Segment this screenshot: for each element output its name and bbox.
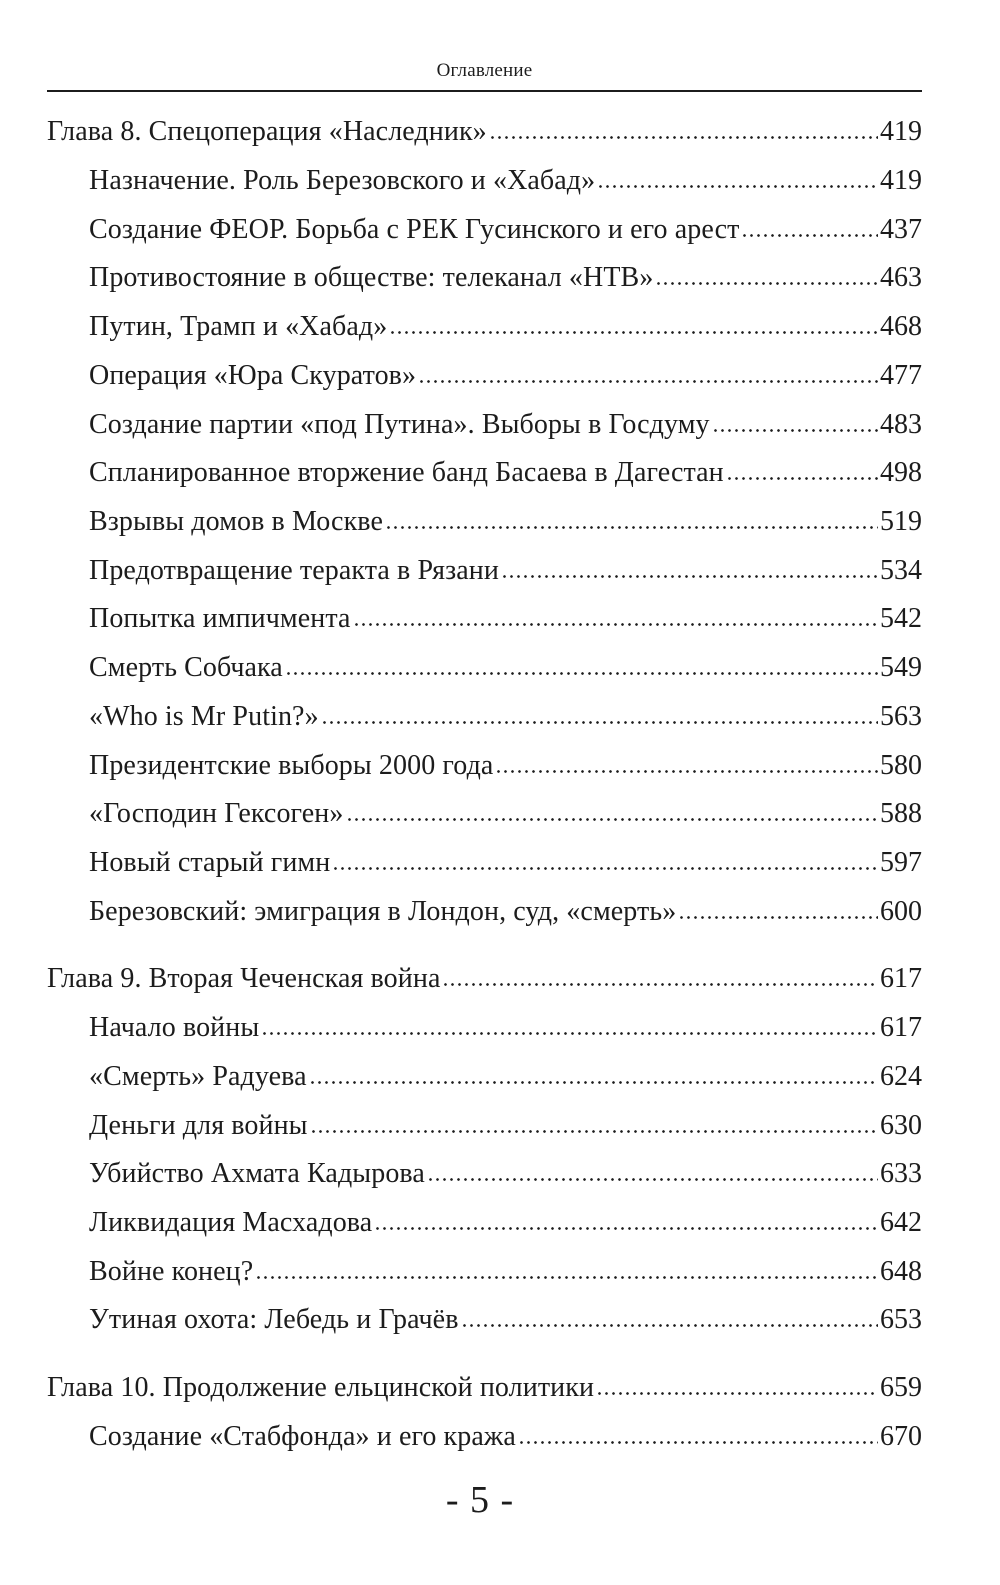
- toc-section[interactable]: [89, 845, 922, 881]
- toc-leader-dots: [353, 607, 878, 627]
- toc-page-number: 659: [880, 1372, 922, 1403]
- toc-page-number: 542: [880, 603, 922, 634]
- toc-leader-dots: [310, 1114, 878, 1134]
- toc-leader-dots: [442, 967, 878, 987]
- toc-chapter-9[interactable]: [47, 961, 922, 997]
- toc-page-number: 588: [880, 798, 922, 829]
- toc-chapter-8[interactable]: [47, 114, 922, 150]
- toc-leader-dots: [255, 1260, 878, 1280]
- toc-section-title: Деньги для войны: [89, 1110, 308, 1141]
- toc-leader-dots: [726, 461, 878, 481]
- running-head: Оглавление: [436, 60, 533, 81]
- toc-page-number: 437: [880, 214, 922, 245]
- toc-chapter-title: Глава 8. Спецоперация «Наследник»: [47, 116, 487, 147]
- toc-page-number: 463: [880, 262, 922, 293]
- toc-section-title: Предотвращение теракта в Рязани: [89, 555, 499, 586]
- toc-section-title: Создание партии «под Путина». Выборы в Госдуму: [89, 409, 710, 440]
- toc-leader-dots: [261, 1016, 878, 1036]
- toc-section-title: «Who is Mr Putin?»: [89, 701, 319, 732]
- toc-section[interactable]: [89, 309, 922, 345]
- toc-leader-dots: [418, 364, 878, 384]
- toc-leader-dots: [489, 120, 878, 140]
- toc-page-number: 483: [880, 409, 922, 440]
- toc-section[interactable]: [89, 1205, 922, 1241]
- toc-section[interactable]: [89, 894, 922, 930]
- toc-page-number: 653: [880, 1304, 922, 1335]
- toc-section[interactable]: [89, 748, 922, 784]
- toc-leader-dots: [501, 559, 878, 579]
- header-rule: [47, 90, 922, 92]
- toc-section-title: Президентские выборы 2000 года: [89, 750, 494, 781]
- toc-section-title: «Господин Гексоген»: [89, 798, 344, 829]
- toc-leader-dots: [712, 413, 878, 433]
- toc-section[interactable]: [89, 553, 922, 589]
- toc-section[interactable]: [89, 1419, 922, 1455]
- toc-section-title: Утиная охота: Лебедь и Грачёв: [89, 1304, 459, 1335]
- toc-leader-dots: [321, 705, 878, 725]
- toc-section-title: Создание ФЕОР. Борьба с РЕК Гусинского и его арест: [89, 214, 740, 245]
- toc-chapter-10[interactable]: [47, 1370, 922, 1406]
- toc-section[interactable]: [89, 1156, 922, 1192]
- toc-section[interactable]: [89, 1254, 922, 1290]
- toc-page-number: 600: [880, 896, 922, 927]
- toc-leader-dots: [597, 169, 878, 189]
- toc-leader-dots: [678, 900, 878, 920]
- toc-leader-dots: [385, 510, 878, 530]
- toc-section-title: Новый старый гимн: [89, 847, 331, 878]
- toc-section-title: Ликвидация Масхадова: [89, 1207, 373, 1238]
- toc-page-number: 624: [880, 1061, 922, 1092]
- toc-leader-dots: [332, 851, 878, 871]
- toc-section[interactable]: [89, 796, 922, 832]
- toc-leader-dots: [495, 754, 878, 774]
- toc-leader-dots: [655, 266, 878, 286]
- toc-chapter-title: Глава 9. Вторая Чеченская война: [47, 963, 441, 994]
- toc-section-title: Убийство Ахмата Кадырова: [89, 1158, 425, 1189]
- toc-section-title: Попытка импичмента: [89, 603, 351, 634]
- toc-leader-dots: [389, 315, 878, 335]
- toc-section-title: Назначение. Роль Березовского и «Хабад»: [89, 165, 596, 196]
- toc-section-title: Создание «Стабфонда» и его кража: [89, 1421, 516, 1452]
- toc-section[interactable]: [89, 650, 922, 686]
- toc-page-number: 477: [880, 360, 922, 391]
- toc-page-number: 519: [880, 506, 922, 537]
- toc-page-number: 419: [880, 165, 922, 196]
- toc-chapter-title: Глава 10. Продолжение ельцинской политики: [47, 1372, 595, 1403]
- toc-leader-dots: [518, 1425, 878, 1445]
- toc-section[interactable]: [89, 163, 922, 199]
- toc-section-title: Взрывы домов в Москве: [89, 506, 383, 537]
- toc-section[interactable]: [89, 407, 922, 443]
- toc-section[interactable]: [89, 212, 922, 248]
- toc-section[interactable]: [89, 699, 922, 735]
- toc-section-title: Операция «Юра Скуратов»: [89, 360, 417, 391]
- toc-section-title: Спланированное вторжение банд Басаева в Дагестан: [89, 457, 724, 488]
- toc-page-number: 498: [880, 457, 922, 488]
- toc-page-number: 633: [880, 1158, 922, 1189]
- toc-section[interactable]: [89, 1108, 922, 1144]
- toc-leader-dots: [285, 656, 878, 676]
- toc-section[interactable]: [89, 601, 922, 637]
- toc-section-title: Начало войны: [89, 1012, 260, 1043]
- toc-section[interactable]: [89, 1302, 922, 1338]
- toc-leader-dots: [427, 1162, 878, 1182]
- toc-section[interactable]: [89, 1010, 922, 1046]
- toc-section-title: Березовский: эмиграция в Лондон, суд, «смерть»: [89, 896, 677, 927]
- toc-page-number: 617: [880, 963, 922, 994]
- toc-section-title: Противостояние в обществе: телеканал «НТВ»: [89, 262, 654, 293]
- toc-page-number: 648: [880, 1256, 922, 1287]
- page-number: - 5 -: [445, 1479, 515, 1521]
- toc-leader-dots: [346, 802, 879, 822]
- toc-section-title: Смерть Собчака: [89, 652, 283, 683]
- toc-page-number: 642: [880, 1207, 922, 1238]
- toc-leader-dots: [461, 1308, 878, 1328]
- toc-page-number: 534: [880, 555, 922, 586]
- toc-page-number: 670: [880, 1421, 922, 1452]
- toc-page-number: 630: [880, 1110, 922, 1141]
- toc-section-title: Путин, Трамп и «Хабад»: [89, 311, 388, 342]
- toc-leader-dots: [374, 1211, 878, 1231]
- toc-leader-dots: [309, 1065, 878, 1085]
- toc-section-title: «Смерть» Радуева: [89, 1061, 307, 1092]
- toc-section[interactable]: [89, 504, 922, 540]
- toc-section[interactable]: [89, 455, 922, 491]
- toc-page-number: 419: [880, 116, 922, 147]
- toc-section-title: Войне конец?: [89, 1256, 254, 1287]
- toc-section[interactable]: [89, 358, 922, 394]
- toc-section[interactable]: [89, 260, 922, 296]
- toc-page-number: 563: [880, 701, 922, 732]
- toc-page-number: 597: [880, 847, 922, 878]
- toc-page-number: 580: [880, 750, 922, 781]
- toc-page-number: 617: [880, 1012, 922, 1043]
- toc-section[interactable]: [89, 1059, 922, 1095]
- toc-leader-dots: [596, 1376, 878, 1396]
- toc-page-number: 549: [880, 652, 922, 683]
- toc-leader-dots: [741, 218, 878, 238]
- toc-page-number: 468: [880, 311, 922, 342]
